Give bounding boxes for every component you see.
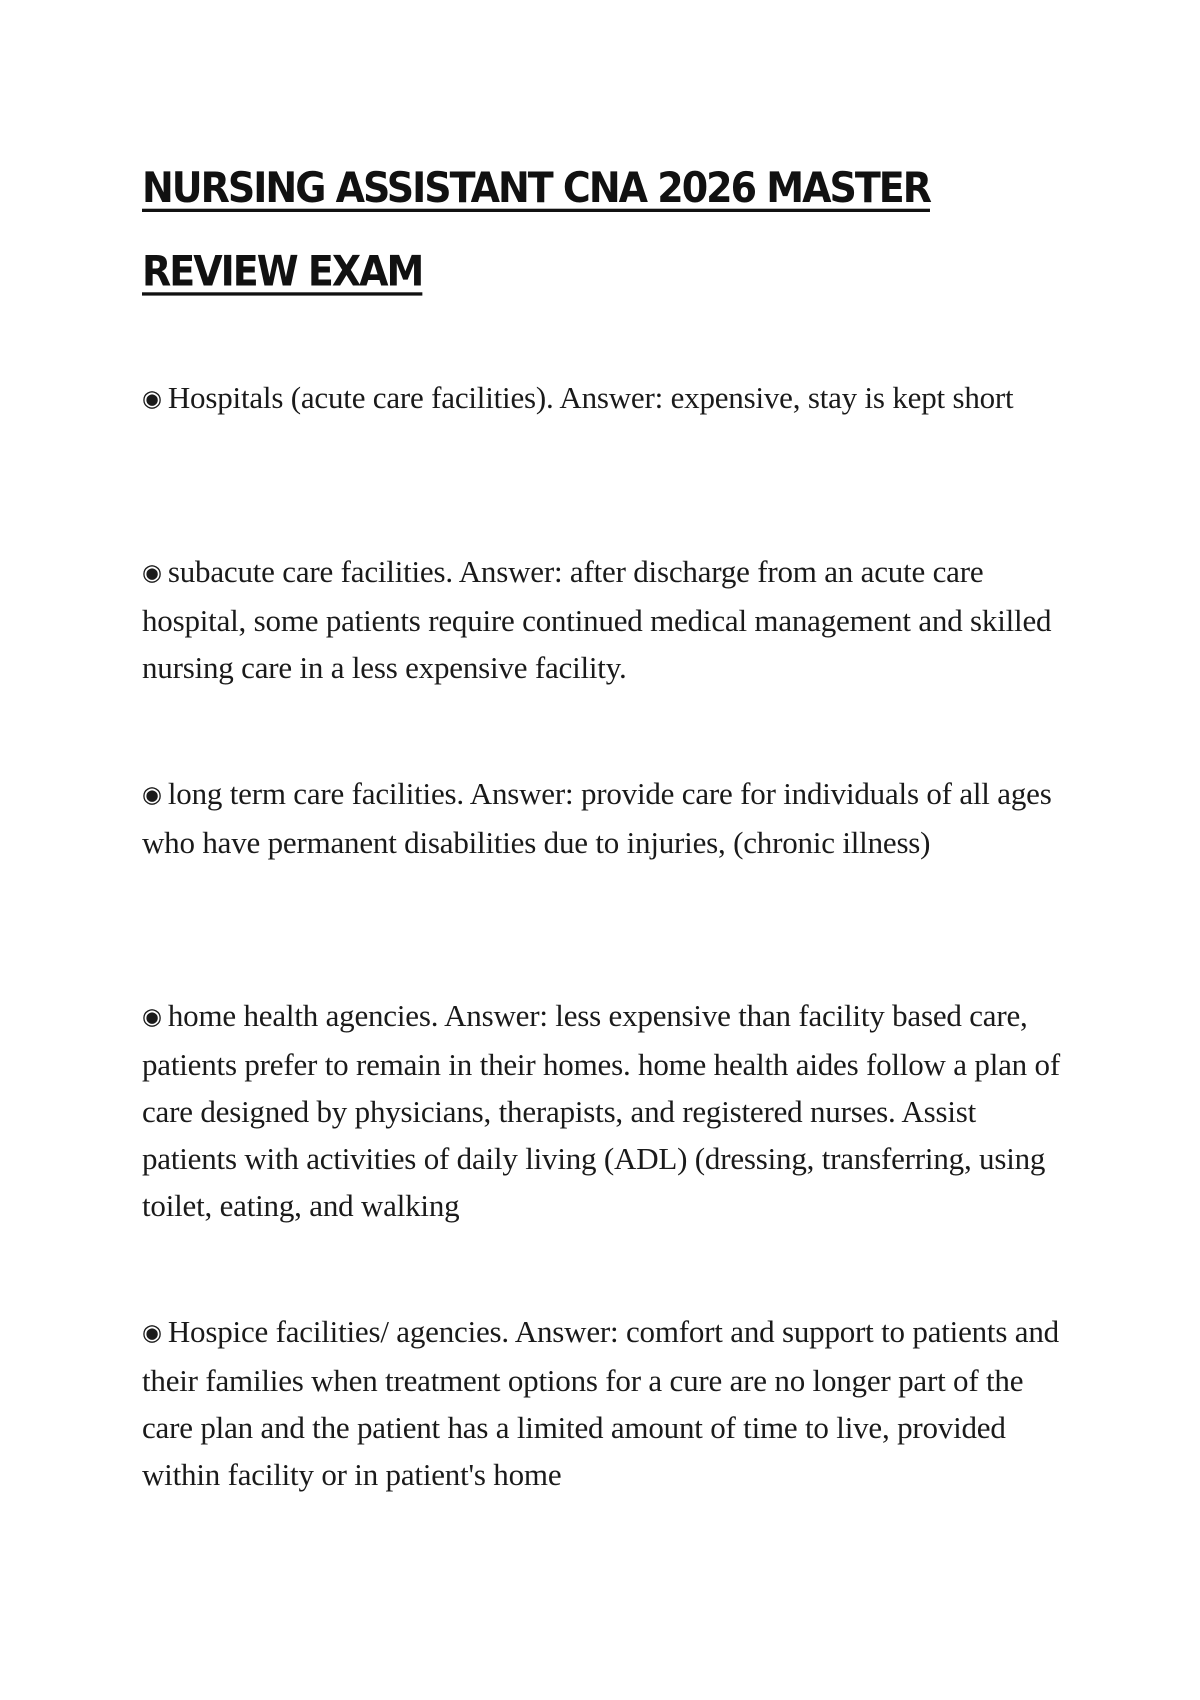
radio-bullet-icon: ◉: [142, 1320, 162, 1346]
entry-text: long term care facilities. Answer: provide care for individuals of all ages who have permanent disabilities due to injuries, (chronic illness): [142, 776, 1052, 860]
radio-bullet-icon: ◉: [142, 560, 162, 586]
list-item: [142, 1308, 1072, 1498]
page-title: NURSING ASSISTANT CNA 2026 MASTER REVIEW EXAM: [142, 163, 930, 296]
entry-text: home health agencies. Answer: less expensive than facility based care, patients prefer to remain in their homes. home health aides follow a plan of care designed by physicians, therapists, and registered nurses. Assist patients with activities of daily living (ADL) (dressing, transferring, using toilet, eating, and walking: [142, 998, 1060, 1223]
list-item: [142, 770, 1072, 866]
entry-text: Hospitals (acute care facilities). Answer: expensive, stay is kept short: [167, 380, 1014, 415]
list-item: [142, 374, 1072, 423]
entry-text: Hospice facilities/ agencies. Answer: comfort and support to patients and their families when treatment options for a cure are no longer part of the care plan and the patient has a limited amount of time to live, provided within facility or in patient's home: [142, 1314, 1059, 1492]
radio-bullet-icon: ◉: [142, 386, 162, 412]
radio-bullet-icon: ◉: [142, 782, 162, 808]
radio-bullet-icon: ◉: [142, 1004, 162, 1030]
entry-text: subacute care facilities. Answer: after discharge from an acute care hospital, some patients require continued medical management and skilled nursing care in a less expensive facility.: [142, 554, 1052, 685]
list-item: [142, 548, 1072, 691]
list-item: [142, 992, 1072, 1229]
